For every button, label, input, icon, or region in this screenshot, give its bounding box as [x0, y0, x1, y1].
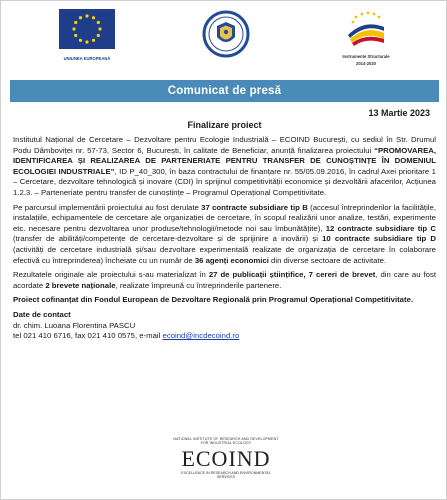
eu-logo [59, 9, 115, 61]
ecoind-wordmark: ECOIND [181, 446, 271, 472]
contracts-text-2: (accesul întreprinderilor la facilitățile, instalațiile, echipamentele de cercetare ale organizației de cercetare, în scopul realizării unor analize, testări, experimente etc. necesare pentru dezvoltarea unor produse/tehnologii/metode noi sau îmbunătățite), [13, 202, 436, 233]
contact-block [13, 310, 436, 342]
paragraph-funding [13, 295, 436, 306]
instruments-structurale-logo [331, 9, 401, 66]
paragraph-intro [13, 135, 436, 199]
contact-label-text: Date de contact [13, 309, 71, 319]
contracts-text-3: (transfer de abilități/competențe de cercetare-dezvoltare și de sprijinire a inovării) și [13, 234, 323, 244]
eu-flag-icon [59, 9, 115, 49]
release-heading: Finalizare proiect [187, 120, 262, 130]
contracts-type-d: 10 contracte subsidiare tip D [322, 234, 437, 244]
contracts-text-5: din diverse sectoare de activitate. [268, 255, 387, 265]
eu-caption: UNIUNEA EUROPEANĂ [63, 56, 111, 61]
patents-count: 2 brevete naționale [45, 280, 116, 290]
contracts-text: Pe parcursul implementării proiectului au fost derulate [13, 202, 202, 212]
contact-email-link[interactable]: ecoind@incdecoind.ro [162, 331, 240, 341]
release-date: 13 Martie 2023 [368, 108, 430, 118]
government-logo [201, 9, 251, 64]
ecoind-tagline-bottom: EXCELLENCE IN RESEARCH AND ENVIRONMENTAL SERVICES [181, 471, 271, 480]
contracts-text-4: (activități de cercetare industrială și/sau dezvoltare experimentală realizate de organizația de cercetare în colaborare efectivă cu întreprinderea) încheiate cu un număr de [13, 244, 436, 265]
contact-label [13, 310, 436, 321]
contact-phone: tel 021 410 6716, fax 021 410 0575, e-mail [13, 331, 163, 341]
contracts-type-b: 37 contracte subsidiare tip B [201, 202, 308, 212]
press-release-banner: Comunicat de presă [10, 80, 439, 102]
economic-agents-count: 36 agenți economici [194, 255, 269, 265]
release-body [13, 135, 436, 342]
publications-count: 27 de publicații științifice, 7 cereri de brevet [208, 270, 376, 280]
instruments-stars-icon [344, 9, 388, 47]
ecoind-tagline-top-2: FOR INDUSTRIAL ECOLOGY [200, 441, 252, 446]
results-text-3: , realizate împreună cu întreprinderile partenere. [115, 280, 282, 290]
results-text-2: , din care au fost acordate [13, 270, 436, 290]
project-title: “PROMOVAREA, IDENTIFICAREA ȘI REALIZAREA DE PARTENERIATE PENTRU TRANSFER DE CUNOȘTINȚE ÎN DOMENIUL ECOLOGIEI INDUSTRIALE” [13, 145, 436, 176]
instruments-caption: Instrumente Structurale [342, 54, 390, 59]
funding-statement: Proiect cofinanțat din Fondul European de Dezvoltare Regională prin Programul Operațional Competitivitate. [13, 295, 414, 305]
results-text: Rezultatele originale ale proiectului s-au materializat în [13, 270, 209, 280]
ecoind-logo [173, 437, 279, 479]
intro-text: Institutul Național de Cercetare – Dezvoltare pentru Ecologie Industrială – ECOIND București, cu sediul în Str. Drumul Podu Dâmboviței nr. 57-73, Sector 6, București, în calitate de Beneficiar, anunță finalizarea proiectului [13, 135, 436, 155]
contact-name: dr. chim. Luoana Florentina PASCU [13, 320, 136, 330]
contracts-type-c: 12 contracte subsidiare tip C [325, 223, 436, 233]
instruments-years: 2014-2020 [355, 61, 377, 66]
paragraph-results [13, 270, 436, 291]
paragraph-contracts [13, 203, 436, 267]
government-seal-icon [201, 9, 251, 59]
ecoind-tagline-top-1: NATIONAL INSTITUTE OF RESEARCH AND DEVELOPMENT [173, 437, 279, 441]
logo-header [1, 9, 447, 73]
contact-phone-line [13, 331, 436, 342]
intro-text-cont: , ID P_40_300, în baza contractului de finanțare nr. 55/05.09.2016, în cadrul Axei prioritare 1 – Cercetare, dezvoltare tehnologică și inovare (CDI) în sprijinul competitivității economice și dezvoltării afacerilor, Acțiunea 1.2.3. – Parteneriate pentru transfer de cunoștințe – Programul Operațional Competitivitate. [13, 166, 436, 197]
